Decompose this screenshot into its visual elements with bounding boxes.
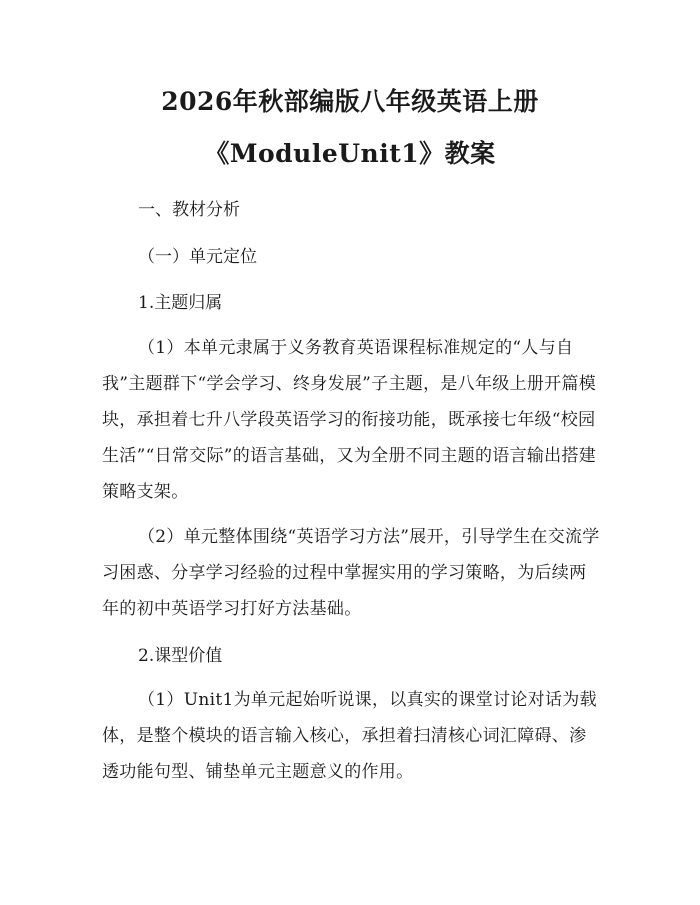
paragraph-topic-2: （2）单元整体围绕“英语学习方法”展开，引导学生在交流学习困惑、分享学习经验的过程中掌握实用的学习策略，为后续两年的初中英语学习打好方法基础。 bbox=[102, 527, 600, 619]
item-heading-value: 2.课型价值 bbox=[138, 646, 223, 666]
item-heading-topic: 1.主题归属 bbox=[138, 293, 223, 313]
subsection-heading: （一）单元定位 bbox=[138, 247, 257, 267]
document-title-line1: 2026年秋部编版八年级英语上册 bbox=[161, 87, 539, 116]
paragraph-topic-1: （1）本单元隶属于义务教育英语课程标准规定的“人与自我”主题群下“学会学习、终身发展”子主题，是八年级上册开篇模块，承担着七升八学段英语学习的衔接功能，既承接七年级“校园生活”“日常交际”的语言基础，又为全册不同主题的语言输出搭建策略支架。 bbox=[102, 338, 597, 502]
section-heading: 一、教材分析 bbox=[138, 200, 240, 220]
document-title-line2: 《ModuleUnit1》教案 bbox=[204, 139, 496, 168]
paragraph-value-1: （1）Unit1为单元起始听说课，以真实的课堂讨论对话为载体，是整个模块的语言输入核心，承担着扫清核心词汇障碍、渗透功能句型、铺垫单元主题意义的作用。 bbox=[102, 690, 597, 782]
